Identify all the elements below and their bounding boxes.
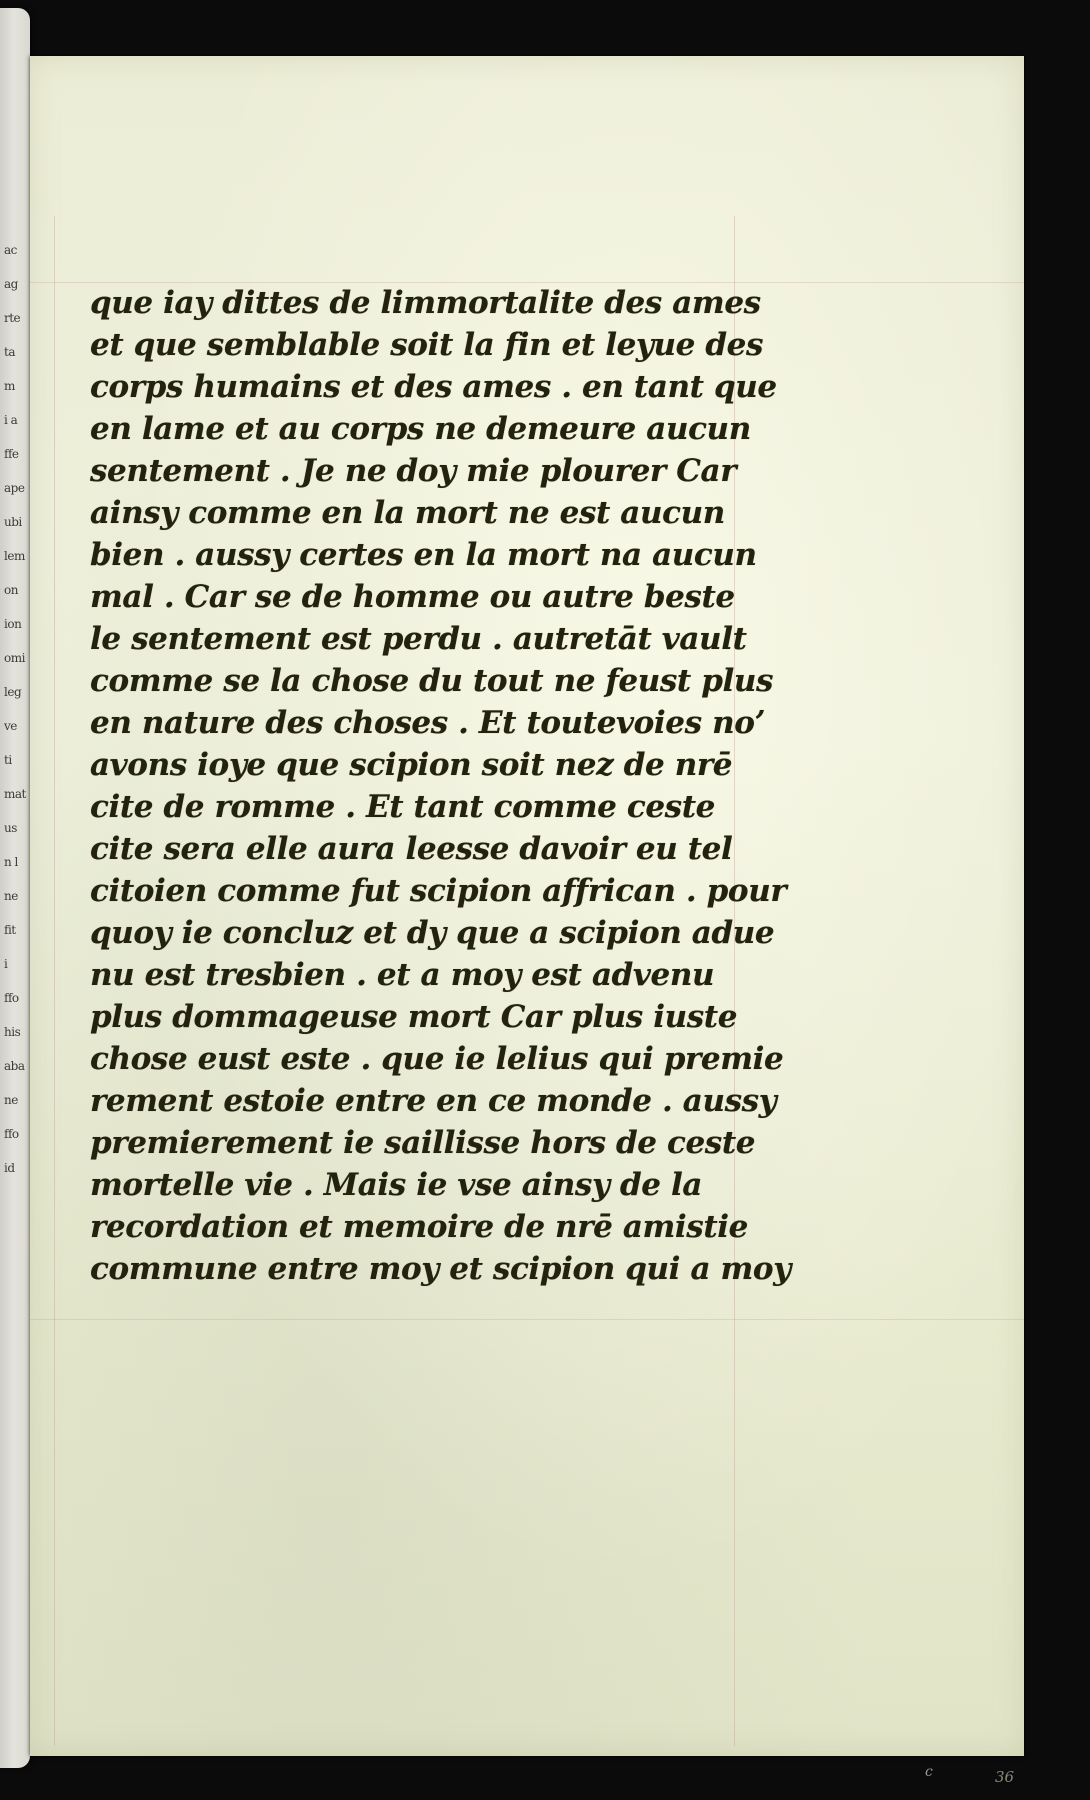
- facing-page-text-fragment: ne: [4, 889, 18, 903]
- manuscript-line: cite de romme . Et tant comme ceste: [90, 789, 715, 825]
- manuscript-line: en lame et au corps ne demeure aucun: [90, 411, 751, 447]
- facing-page-text-fragment: ffe: [4, 447, 19, 461]
- manuscript-line: mal . Car se de homme ou autre beste: [90, 579, 735, 615]
- manuscript-line: citoien comme fut scipion affrican . pour: [90, 873, 787, 909]
- manuscript-line: le sentement est perdu . autretāt vault: [90, 621, 747, 657]
- manuscript-leaf: [30, 56, 1024, 1786]
- manuscript-line: comme se la chose du tout ne feust plus: [90, 663, 774, 699]
- facing-page-text-fragment: ne: [4, 1093, 18, 1107]
- manuscript-line: mortelle vie . Mais ie vse ainsy de la: [90, 1167, 703, 1203]
- ruling-line: [54, 216, 55, 1746]
- manuscript-line: premierement ie saillisse hors de ceste: [90, 1125, 756, 1161]
- manuscript-line: plus dommageuse mort Car plus iuste: [90, 999, 738, 1035]
- manuscript-line: nu est tresbien . et a moy est advenu: [90, 957, 715, 993]
- manuscript-line: commune entre moy et scipion qui a moy: [90, 1251, 791, 1287]
- signature-mark: c: [925, 1764, 933, 1780]
- manuscript-line: rement estoie entre en ce monde . aussy: [90, 1083, 777, 1119]
- facing-page-edge: [0, 8, 30, 1768]
- manuscript-line: que iay dittes de limmortalite des ames: [90, 285, 761, 321]
- manuscript-line: cite sera elle aura leesse davoir eu tel: [90, 831, 733, 867]
- manuscript-line: en nature des choses . Et toutevoies noʼ: [90, 705, 765, 741]
- facing-page-text-fragment: ffo: [4, 1127, 19, 1141]
- facing-page-text-fragment: fit: [4, 923, 16, 937]
- text-column: [90, 282, 790, 1290]
- facing-page-text-fragment: ape: [4, 481, 25, 495]
- manuscript-line: recordation et memoire de nrē amistie: [90, 1209, 748, 1245]
- manuscript-line: sentement . Je ne doy mie plourer Car: [90, 453, 737, 489]
- ruling-line: [30, 1319, 1024, 1320]
- manuscript-line: chose eust este . que ie lelius qui premie: [90, 1041, 784, 1077]
- facing-page-text-fragment: mat: [4, 787, 26, 801]
- manuscript-line: bien . aussy certes en la mort na aucun: [90, 537, 757, 573]
- manuscript-line: quoy ie concluz et dy que a scipion adue: [90, 915, 775, 951]
- facing-page-text-fragment: his: [4, 1025, 21, 1039]
- facing-page-text-fragment: ta: [4, 345, 15, 359]
- facing-page-text-fragment: lem: [4, 549, 25, 563]
- facing-page-text-fragment: ion: [4, 617, 22, 631]
- facing-page-text-fragment: id: [4, 1161, 15, 1175]
- facing-page-text-fragment: i a: [4, 413, 18, 427]
- facing-page-text-fragment: m: [4, 379, 15, 393]
- facing-page-text-fragment: ffo: [4, 991, 19, 1005]
- manuscript-line: corps humains et des ames . en tant que: [90, 369, 777, 405]
- manuscript-line: ainsy comme en la mort ne est aucun: [90, 495, 725, 531]
- facing-page-text-fragment: i: [4, 957, 8, 971]
- facing-page-text-fragment: rte: [4, 311, 21, 325]
- facing-page-text-fragment: n l: [4, 855, 18, 869]
- facing-page-text-fragment: us: [4, 821, 17, 835]
- facing-page-text-fragment: ve: [4, 719, 17, 733]
- facing-page-text-fragment: ubi: [4, 515, 22, 529]
- facing-page-text-fragment: on: [4, 583, 18, 597]
- facing-page-text-fragment: ti: [4, 753, 12, 767]
- manuscript-line: avons ioye que scipion soit nez de nrē: [90, 747, 733, 783]
- facing-page-text-fragment: aba: [4, 1059, 25, 1073]
- manuscript-line: et que semblable soit la fin et leyue des: [90, 327, 764, 363]
- facing-page-text-fragment: ac: [4, 243, 17, 257]
- folio-number: 36: [995, 1768, 1015, 1786]
- facing-page-text-fragment: ag: [4, 277, 18, 291]
- facing-page-text-fragment: omi: [4, 651, 25, 665]
- facing-page-text-fragment: leg: [4, 685, 22, 699]
